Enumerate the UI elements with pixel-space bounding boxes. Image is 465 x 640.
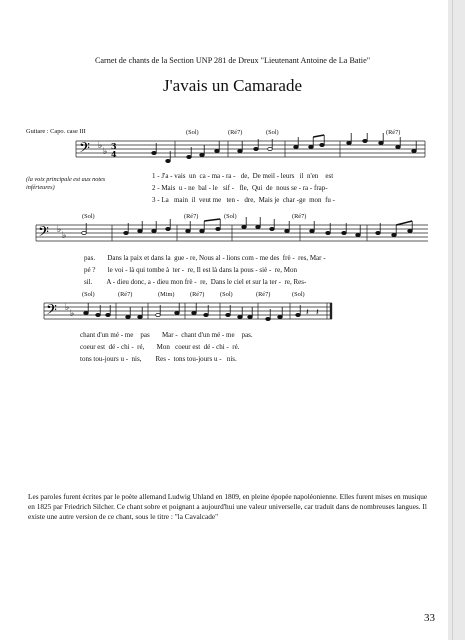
chord-s3-7: (Sol) bbox=[292, 291, 305, 298]
bass-clef-icon bbox=[46, 302, 57, 322]
chord-s3-3: (Mim) bbox=[158, 291, 175, 298]
lyric-line-3-1: chant d'un mé - me pas Mar - chant d'un mé - me pas. bbox=[80, 331, 253, 339]
svg-text:♭: ♭ bbox=[62, 231, 67, 241]
svg-text:3: 3 bbox=[111, 141, 117, 151]
bass-clef-icon bbox=[79, 140, 90, 160]
song-title: J'avais un Camarade bbox=[162, 76, 302, 95]
lyric-line-2-1: pas. Dans la paix et dans la gue - re, Nous al - lions com - me des frè - res, Mar - bbox=[84, 254, 326, 262]
chord-s3-6: (Ré7) bbox=[256, 291, 271, 298]
chord-s2-4: (Ré7) bbox=[292, 213, 307, 220]
lyric-line-1-1: 1 - J'a - vais un ca - ma - ra - de, De meil - leurs il n'en est bbox=[152, 172, 334, 180]
chord-s2-3: (Sol) bbox=[224, 213, 237, 220]
music-staff-2 bbox=[32, 217, 432, 257]
lyric-line-2-3: sil. A - dieu donc, a - dieu mon frè - re, Dans le ciel et sur la ter - re, Res- bbox=[84, 278, 307, 286]
music-staff-1 bbox=[70, 133, 430, 173]
lyric-line-3-3: tons tou-jours u - nis, Res - tons tou-jours u - nis. bbox=[80, 355, 237, 363]
bass-clef-icon bbox=[38, 224, 49, 244]
chord-s3-4: (Ré7) bbox=[190, 291, 205, 298]
notes-icon bbox=[152, 133, 417, 163]
chord-s2-2: (Ré7) bbox=[184, 213, 199, 220]
rest-icon bbox=[306, 308, 319, 318]
svg-text:♭: ♭ bbox=[103, 147, 108, 157]
chord-s2-1: (Sol) bbox=[82, 213, 95, 220]
svg-text:𝄢: 𝄢 bbox=[46, 302, 57, 322]
lyric-line-3-2: coeur est dé - chi - ré, Mon coeur est dé - chi - ré. bbox=[80, 343, 240, 351]
scan-border bbox=[448, 0, 465, 640]
svg-text:♭: ♭ bbox=[65, 303, 70, 313]
chord-s1-4: (Ré7) bbox=[386, 129, 401, 136]
chord-s1-3: (Sol) bbox=[266, 129, 279, 136]
svg-text:𝄢: 𝄢 bbox=[38, 224, 49, 244]
svg-text:♭: ♭ bbox=[57, 225, 62, 235]
svg-text:♭: ♭ bbox=[70, 309, 75, 319]
chord-s3-5: (Sol) bbox=[220, 291, 233, 298]
key-signature-icon bbox=[65, 303, 74, 319]
chord-s3-1: (Sol) bbox=[82, 291, 95, 298]
svg-text:4: 4 bbox=[111, 149, 117, 159]
chord-s3-2: (Ré7) bbox=[118, 291, 133, 298]
lyric-line-2-2: pé ? le voi - là qui tombe à ter - re, Il est là dans la pous - siè - re, Mon bbox=[84, 266, 297, 274]
svg-text:♭: ♭ bbox=[98, 141, 103, 151]
time-signature-icon bbox=[111, 141, 117, 159]
key-signature-icon bbox=[57, 225, 66, 241]
music-staff-3 bbox=[40, 295, 340, 335]
voice-note: (la voix principale est aux notes inférieures) bbox=[26, 176, 106, 191]
chord-s1-2: (Ré7) bbox=[228, 129, 243, 136]
svg-text:𝄽: 𝄽 bbox=[316, 308, 319, 318]
notes-icon bbox=[82, 217, 413, 237]
svg-text:𝄽: 𝄽 bbox=[306, 308, 309, 318]
lyric-line-1-2: 2 - Mais u - ne bal - le sif - fle, Qui de nous se - ra - frap- bbox=[152, 184, 328, 192]
key-signature-icon bbox=[98, 141, 107, 157]
songbook-header: Carnet de chants de la Section UNP 281 de Dreux "Lieutenant Antoine de La Batie" bbox=[94, 56, 371, 65]
lyric-line-1-3: 3 - La main il veut me ten - dre, Mais je char -ge mon fu - bbox=[152, 196, 335, 204]
guitar-note: Guitare : Capo. case III bbox=[26, 128, 86, 135]
chord-s1-1: (Sol) bbox=[186, 129, 199, 136]
scan-edge bbox=[452, 0, 453, 640]
page-number: 33 bbox=[424, 612, 435, 624]
svg-text:𝄢: 𝄢 bbox=[79, 140, 90, 160]
history-paragraph: Les paroles furent écrites par le poète allemand Ludwig Uhland en 1809, en pleine épopée napoléonienne. Elles furent mises en musique en 1825 par Friedrich Silcher. Ce chant sobre et poignant a aujourd'hui une valeur universelle, car traduit dans de nombreuses langues. Il existe une autre version de ce chant, sous le titre : "la Cavalcade" bbox=[28, 492, 428, 522]
